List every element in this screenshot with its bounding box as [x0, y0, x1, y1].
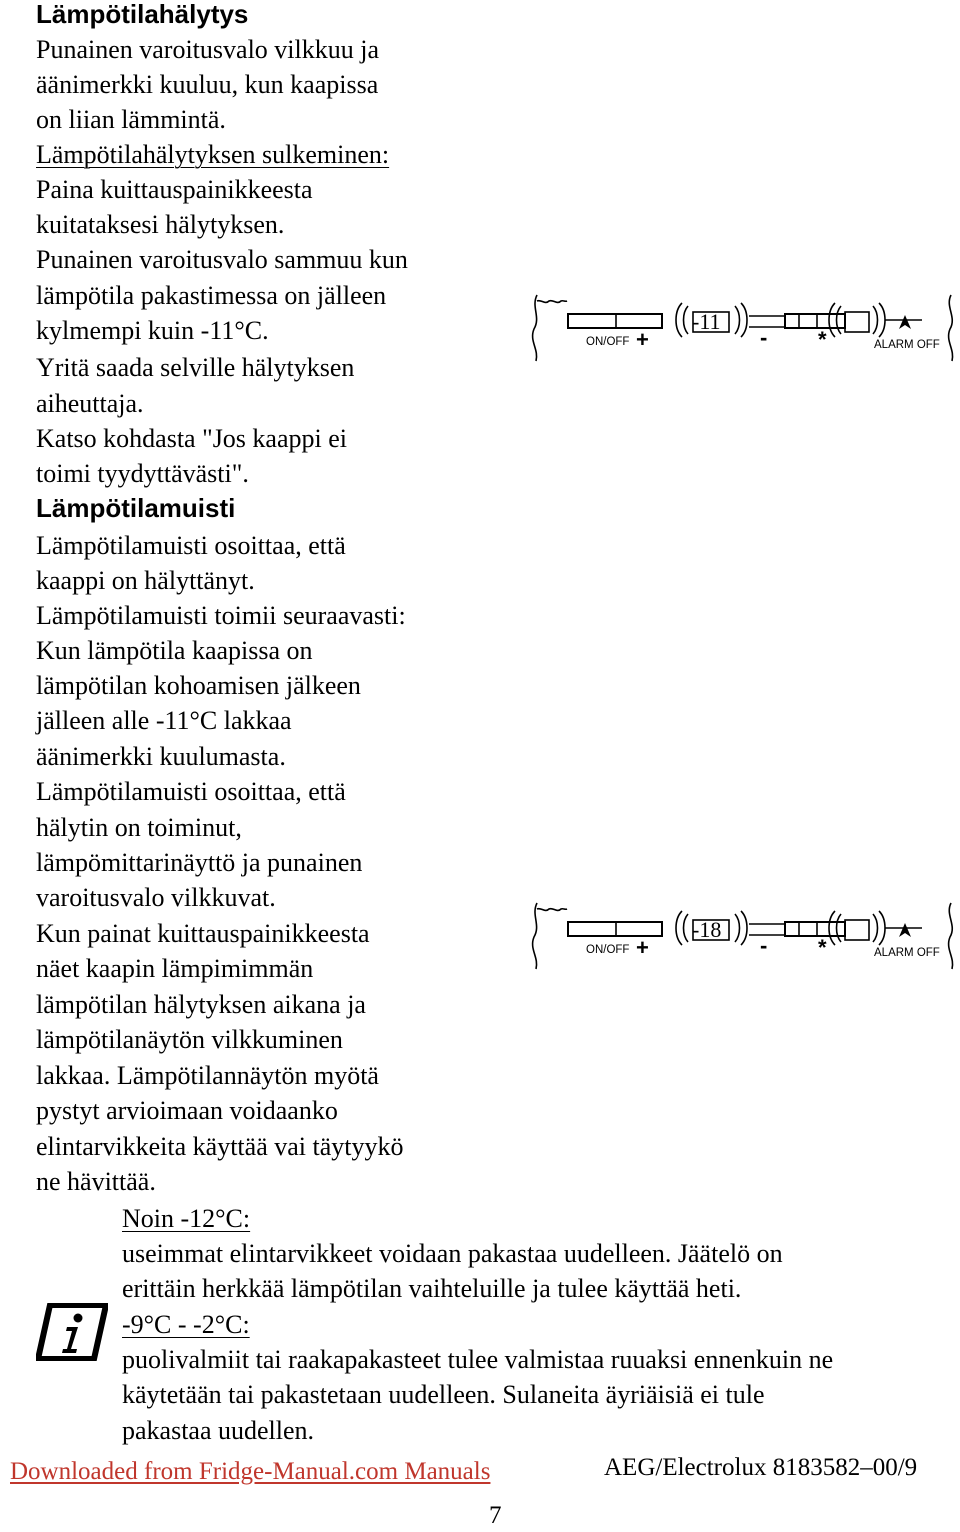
- section-heading-temperature-memory: Lämpötilamuisti: [36, 493, 236, 523]
- body-line: Katso kohdasta "Jos kaappi ei: [36, 424, 347, 453]
- alarm-off-arrow-icon: [899, 315, 911, 329]
- temperature-display: -18: [692, 917, 722, 942]
- plus-button-label: +: [636, 327, 649, 352]
- body-line: lämpömittarinäyttö ja punainen: [36, 848, 363, 877]
- body-line: varoitusvalo vilkkuvat.: [36, 883, 276, 912]
- body-line: jälleen alle -11°C lakkaa: [36, 706, 292, 735]
- body-line: lämpötilan kohoamisen jälkeen: [36, 671, 361, 700]
- page-number: 7: [489, 1502, 502, 1529]
- body-line: pystyt arvioimaan voidaanko: [36, 1096, 338, 1125]
- body-line: Paina kuittauspainikkeesta: [36, 175, 313, 204]
- info-heading-minus-9-to-2: -9°C - -2°C:: [122, 1310, 250, 1339]
- info-text-line: puolivalmiit tai raakapakasteet tulee valmistaa ruuaksi ennenkuin ne: [122, 1345, 834, 1374]
- download-source-link[interactable]: Downloaded from Fridge-Manual.com Manuals: [10, 1458, 491, 1485]
- body-line: toimi tyydyttävästi".: [36, 459, 249, 488]
- body-line: hälytin on toiminut,: [36, 813, 242, 842]
- info-heading-minus-12: Noin -12°C:: [122, 1204, 251, 1233]
- body-line: Kun painat kuittauspainikkeesta: [36, 919, 370, 948]
- control-panel-diagram-1: [527, 287, 960, 365]
- control-panel-outline: [527, 895, 960, 973]
- body-line: on liian lämmintä.: [36, 105, 226, 134]
- on-off-label: ON/OFF: [586, 336, 630, 348]
- section-heading-temperature-alarm: Lämpötilahälytys: [36, 0, 249, 29]
- body-line: Lämpötilamuisti toimii seuraavasti:: [36, 601, 406, 630]
- info-text-line: pakastaa uudellen.: [122, 1416, 315, 1445]
- body-line: kylmempi kuin -11°C.: [36, 316, 269, 345]
- temperature-display: -11: [692, 309, 721, 334]
- body-line: Punainen varoitusvalo sammuu kun: [36, 245, 408, 274]
- body-line: Yritä saada selville hälytyksen: [36, 353, 355, 382]
- body-line: äänimerkki kuuluu, kun kaapissa: [36, 70, 379, 99]
- body-line: lämpötila pakastimessa on jälleen: [36, 281, 387, 310]
- body-line: kuitataksesi hälytyksen.: [36, 210, 285, 239]
- control-panel-diagram-2: [527, 895, 960, 973]
- body-line: äänimerkki kuulumasta.: [36, 742, 286, 771]
- body-line: näet kaapin lämpimimmän: [36, 954, 314, 983]
- alarm-off-arrow-icon: [899, 923, 911, 937]
- body-line: lakkaa. Lämpötilannäytön myötä: [36, 1061, 379, 1090]
- info-text-line: käytetään tai pakastetaan uudelleen. Sulaneita äyriäisiä ei tule: [122, 1380, 765, 1409]
- document-reference: AEG/Electrolux 8183582–00/9: [604, 1454, 918, 1481]
- minus-button-label: -: [760, 933, 768, 958]
- info-text-line: useimmat elintarvikkeet voidaan pakastaa uudelleen. Jäätelö on: [122, 1239, 783, 1268]
- body-line: aiheuttaja.: [36, 389, 144, 418]
- control-panel-outline: [527, 287, 960, 365]
- minus-button-label: -: [760, 325, 768, 350]
- snowflake-icon: *: [818, 935, 827, 960]
- alarm-off-label: ALARM OFF: [874, 339, 940, 351]
- body-line: kaappi on hälyttänyt.: [36, 566, 255, 595]
- info-text-line: erittäin herkkää lämpötilan vaihteluille ja tulee käyttää heti.: [122, 1274, 742, 1303]
- body-line: elintarvikkeita käyttää vai täytyykö: [36, 1132, 404, 1161]
- snowflake-icon: *: [818, 327, 827, 352]
- body-line: Lämpötilamuisti osoittaa, että: [36, 531, 346, 560]
- body-line: lämpötilan hälytyksen aikana ja: [36, 990, 366, 1019]
- subheading-alarm-off: Lämpötilahälytyksen sulkeminen:: [36, 140, 390, 169]
- on-off-label: ON/OFF: [586, 944, 630, 956]
- body-line: lämpötilanäytön vilkkuminen: [36, 1025, 343, 1054]
- alarm-off-label: ALARM OFF: [874, 947, 940, 959]
- body-line: Punainen varoitusvalo vilkkuu ja: [36, 35, 380, 64]
- body-line: Kun lämpötila kaapissa on: [36, 636, 313, 665]
- body-line: ne hävittää.: [36, 1167, 156, 1196]
- info-i-icon: [36, 1303, 108, 1361]
- body-line: Lämpötilamuisti osoittaa, että: [36, 777, 346, 806]
- plus-button-label: +: [636, 935, 649, 960]
